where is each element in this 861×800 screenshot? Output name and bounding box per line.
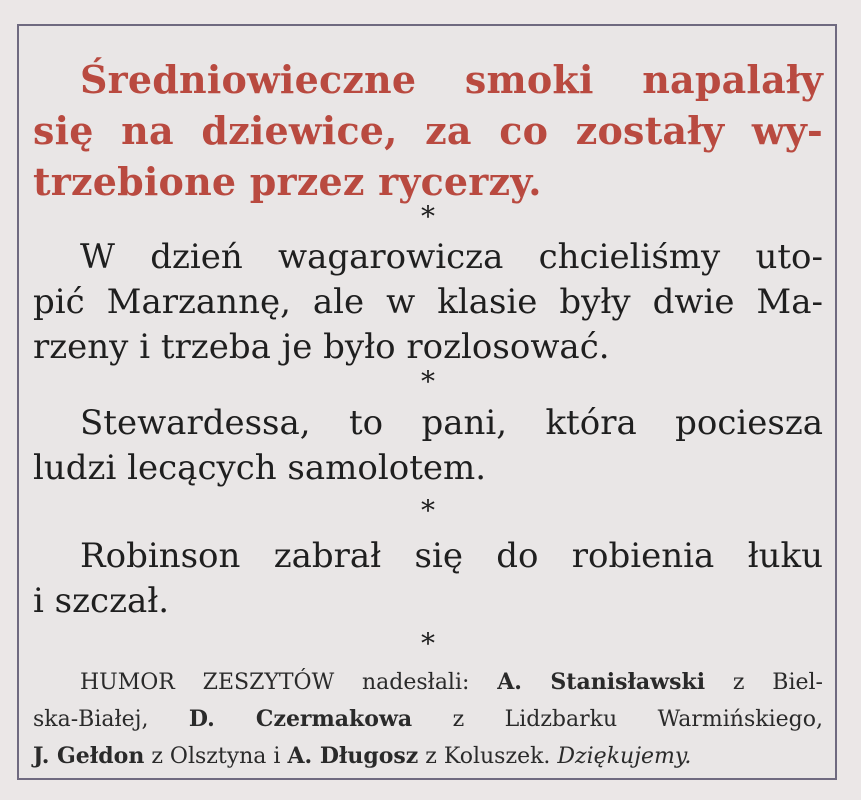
joke-1	[33, 235, 823, 370]
contributor-place: z Biel-	[705, 670, 823, 695]
separator-star: *	[421, 494, 435, 527]
credits-line	[33, 701, 823, 738]
joke-line: i szczał.	[33, 581, 170, 621]
contributor-place: z Koluszek.	[418, 744, 558, 769]
credits-line	[33, 738, 823, 775]
headline-line: trzebione przez rycerzy.	[33, 159, 542, 204]
joke-line: rzeny i trzeba je było rozlosować.	[33, 327, 610, 367]
separator-star: *	[421, 200, 435, 233]
headline-line: Średniowieczne smoki napalały	[80, 57, 823, 102]
separator-star: *	[421, 365, 435, 398]
joke-2	[33, 401, 823, 491]
joke-line: Stewardessa, to pani, która pociesza	[80, 403, 823, 443]
joke-line: ludzi lecących samolotem.	[33, 448, 487, 488]
contributor-name: A. Stanisławski	[497, 669, 706, 695]
headline	[33, 54, 823, 207]
joke-line: pić Marzannę, ale w klasie były dwie Ma-	[33, 282, 823, 322]
contributor-name: D. Czermakowa	[188, 706, 413, 732]
contributor-name: A. Długosz	[287, 743, 419, 769]
separator-star: *	[421, 627, 435, 660]
credits-intro: HUMOR ZESZYTÓW nadesłali:	[80, 670, 498, 695]
joke-line: Robinson zabrał się do robienia łuku	[80, 536, 823, 576]
contributor-place: z Lidzbarku Warmińskiego,	[412, 707, 823, 732]
text-column	[33, 54, 823, 775]
joke-3	[33, 534, 823, 624]
contributor-name: J. Gełdon	[33, 743, 145, 769]
contributor-place: ska-Białej,	[33, 707, 189, 732]
humor-box	[17, 24, 837, 780]
contributor-place: z Olsztyna i	[144, 744, 288, 769]
credits	[33, 664, 823, 775]
joke-line: W dzień wagarowicza chcieliśmy uto-	[80, 237, 823, 277]
headline-line: się na dziewice, za co zostały wy-	[33, 108, 823, 153]
credits-line	[33, 664, 823, 701]
thanks-text: Dziękujemy.	[557, 744, 692, 769]
